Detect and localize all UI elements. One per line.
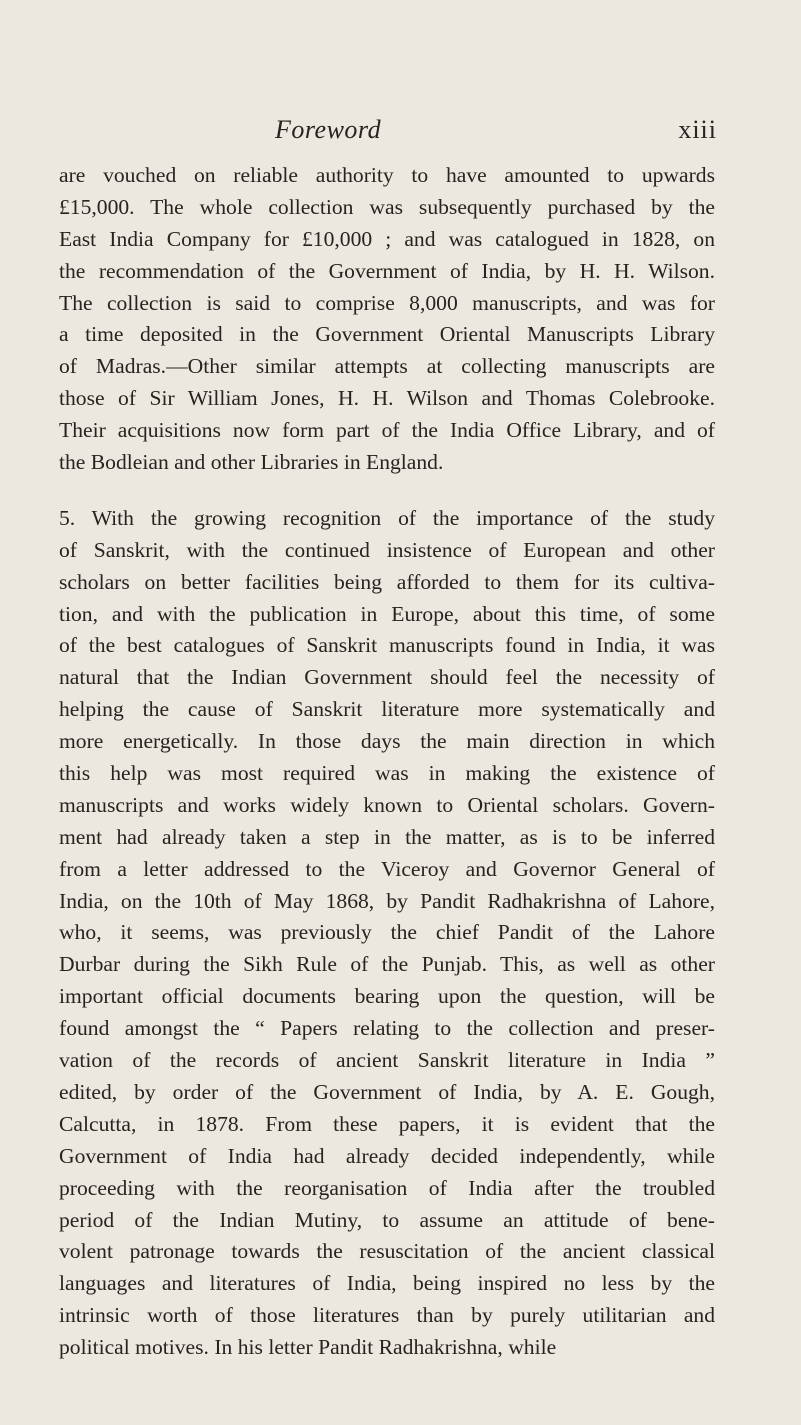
text-line: Calcutta, in 1878. From these papers, it is evident that the (59, 1111, 715, 1136)
text-line: scholars on better facilities being afforded to them for its cultiva- (59, 569, 715, 594)
text-line: volent patronage towards the resuscitation of the ancient classical (59, 1239, 715, 1264)
paragraph-2 (59, 503, 715, 1364)
text-line: important official documents bearing upon the question, will be (59, 984, 715, 1009)
text-line: those of Sir William Jones, H. H. Wilson and Thomas Colebrooke. (59, 386, 715, 411)
text-line: vation of the records of ancient Sanskrit literature in India ” (59, 1048, 715, 1073)
text-line: intrinsic worth of those literatures than by purely utilitarian and (59, 1303, 715, 1328)
text-line: Government of India had already decided independently, while (59, 1143, 715, 1168)
text-line: 5. With the growing recognition of the importance of the study (59, 505, 715, 530)
text-line: proceeding with the reorganisation of India after the troubled (59, 1175, 715, 1200)
text-line: are vouched on reliable authority to have amounted to upwards (59, 163, 715, 187)
page-number: xiii (678, 115, 717, 144)
text-line: of Madras.—Other similar attempts at collecting manuscripts are (59, 354, 715, 379)
running-title: Foreword (275, 115, 382, 144)
text-line: manuscripts and works widely known to Oriental scholars. Govern- (59, 792, 715, 817)
text-line: the Bodleian and other Libraries in England. (59, 450, 444, 475)
body-text (59, 160, 715, 1364)
text-line: natural that the Indian Government should feel the necessity of (59, 665, 715, 690)
text-line: this help was most required was in making the existence of (59, 761, 715, 786)
text-line: more energetically. In those days the main direction in which (59, 729, 715, 754)
text-line: £15,000. The whole collection was subsequently purchased by the (59, 194, 715, 219)
text-line: India, on the 10th of May 1868, by Pandit Radhakrishna of Lahore, (59, 888, 715, 913)
text-line: period of the Indian Mutiny, to assume an attitude of bene- (59, 1207, 715, 1232)
text-line: of Sanskrit, with the continued insistence of European and other (59, 537, 715, 562)
text-line: East India Company for £10,000 ; and was catalogued in 1828, on (59, 226, 715, 251)
running-head (0, 110, 801, 150)
text-line: ment had already taken a step in the matter, as is to be inferred (59, 824, 715, 849)
text-line: who, it seems, was previously the chief Pandit of the Lahore (59, 920, 715, 945)
text-line: Durbar during the Sikh Rule of the Punjab. This, as well as other (59, 952, 715, 977)
text-line: languages and literatures of India, being inspired no less by the (59, 1271, 715, 1296)
text-line: helping the cause of Sanskrit literature more systematically and (59, 697, 715, 722)
text-line: from a letter addressed to the Viceroy and Governor General of (59, 856, 715, 881)
text-line: The collection is said to comprise 8,000 manuscripts, and was for (59, 290, 715, 315)
text-line: found amongst the “ Papers relating to the collection and preser- (59, 1016, 715, 1041)
paragraph-1 (59, 160, 715, 479)
text-line: edited, by order of the Government of India, by A. E. Gough, (59, 1079, 715, 1104)
text-line: tion, and with the publication in Europe, about this time, of some (59, 601, 715, 626)
text-line: a time deposited in the Government Oriental Manuscripts Library (59, 322, 715, 347)
text-line: political motives. In his letter Pandit Radhakrishna, while (59, 1335, 557, 1360)
paragraph-gap (59, 479, 715, 503)
text-line: the recommendation of the Government of India, by H. H. Wilson. (59, 258, 715, 283)
text-line: of the best catalogues of Sanskrit manuscripts found in India, it was (59, 633, 715, 658)
text-line: Their acquisitions now form part of the India Office Library, and of (59, 418, 715, 443)
